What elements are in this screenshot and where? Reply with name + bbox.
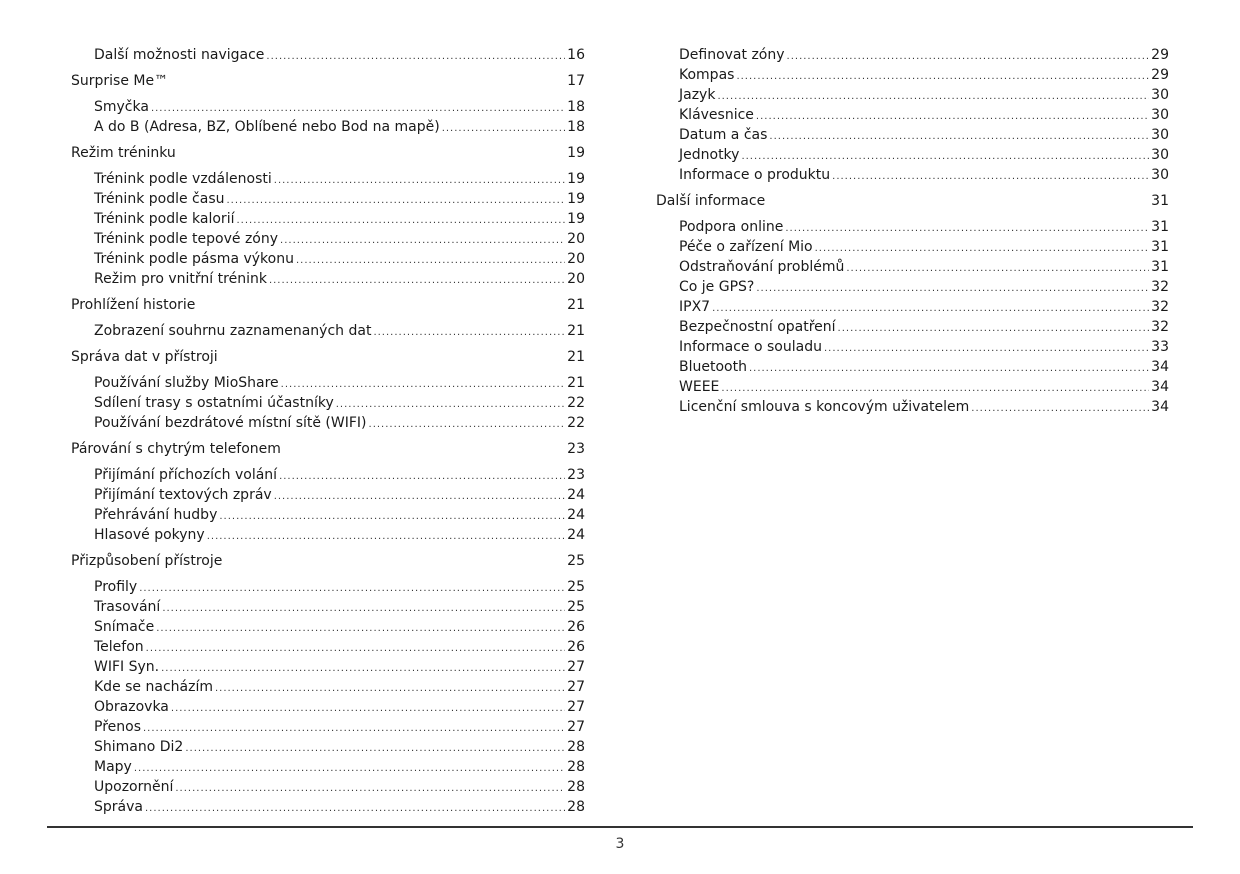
toc-entry-title: Klávesnice [679, 107, 754, 123]
toc-entry-title: Správa [94, 799, 143, 815]
toc-entry[interactable] [71, 485, 585, 505]
toc-entry-page: 25 [567, 553, 585, 569]
toc-entry[interactable] [656, 65, 1169, 85]
toc-entry[interactable] [656, 357, 1169, 377]
toc-dot-leader [215, 679, 565, 699]
toc-dot-leader [756, 279, 1149, 299]
toc-entry-title: Bluetooth [679, 359, 747, 375]
toc-entry-page: 23 [567, 441, 585, 457]
toc-entry-page: 30 [1151, 107, 1169, 123]
toc-entry-page: 21 [567, 297, 585, 313]
toc-entry[interactable] [71, 577, 585, 597]
toc-entry-title: Zobrazení souhrnu zaznamenaných dat [94, 323, 372, 339]
toc-dot-leader [274, 171, 565, 191]
toc-entry-title: Trénink podle času [94, 191, 225, 207]
toc-dot-leader [369, 415, 566, 435]
toc-entry-page: 17 [567, 73, 585, 89]
toc-section-entry[interactable] [656, 191, 1169, 211]
toc-entry-title: Správa dat v přístroji [71, 349, 218, 365]
toc-entry[interactable] [71, 269, 585, 289]
toc-entry-title: Podpora online [679, 219, 784, 235]
toc-dot-leader [274, 487, 565, 507]
toc-entry[interactable] [71, 321, 585, 341]
toc-entry-page: 25 [567, 599, 585, 615]
toc-entry-page: 26 [567, 639, 585, 655]
toc-entry[interactable] [656, 397, 1169, 417]
toc-dot-leader [846, 259, 1149, 279]
toc-entry[interactable] [656, 337, 1169, 357]
toc-entry-page: 31 [1151, 259, 1169, 275]
toc-entry-page: 30 [1151, 147, 1169, 163]
toc-entry-title: Používání služby MioShare [94, 375, 279, 391]
toc-entry-page: 19 [567, 145, 585, 161]
toc-entry-title: Režim pro vnitřní trénink [94, 271, 267, 287]
toc-dot-leader [156, 619, 565, 639]
toc-entry-page: 28 [567, 779, 585, 795]
toc-entry[interactable] [71, 505, 585, 525]
toc-entry-page: 32 [1151, 299, 1169, 315]
toc-entry-page: 20 [567, 271, 585, 287]
toc-entry-title: Telefon [94, 639, 144, 655]
toc-entry[interactable] [71, 597, 585, 617]
toc-entry[interactable] [71, 677, 585, 697]
toc-entry-page: 27 [567, 679, 585, 695]
toc-entry[interactable] [71, 757, 585, 777]
toc-entry-title: Definovat zóny [679, 47, 785, 63]
toc-entry[interactable] [71, 189, 585, 209]
toc-entry-page: 30 [1151, 87, 1169, 103]
toc-entry-title: Hlasové pokyny [94, 527, 205, 543]
toc-entry-title: Datum a čas [679, 127, 768, 143]
toc-dot-leader [145, 799, 565, 819]
toc-section-entry[interactable] [71, 551, 585, 571]
toc-dot-leader [838, 319, 1150, 339]
toc-dot-leader [785, 219, 1149, 239]
toc-entry[interactable] [656, 217, 1169, 237]
toc-entry-page: 31 [1151, 219, 1169, 235]
toc-entry-page: 19 [567, 211, 585, 227]
toc-dot-leader [143, 719, 565, 739]
toc-entry[interactable] [656, 85, 1169, 105]
toc-entry-page: 31 [1151, 193, 1169, 209]
toc-section-entry[interactable] [71, 347, 585, 367]
toc-list-left [71, 45, 585, 817]
toc-dot-leader [336, 395, 565, 415]
toc-dot-leader [721, 379, 1149, 399]
toc-entry-page: 32 [1151, 279, 1169, 295]
toc-entry-page: 28 [567, 759, 585, 775]
toc-dot-leader [824, 339, 1149, 359]
toc-entry-title: Prohlížení historie [71, 297, 196, 313]
toc-entry-page: 19 [567, 191, 585, 207]
toc-entry-title: Párování s chytrým telefonem [71, 441, 281, 457]
toc-entry[interactable] [71, 697, 585, 717]
toc-column-left [71, 45, 585, 817]
toc-entry[interactable] [656, 45, 1169, 65]
toc-entry[interactable] [71, 229, 585, 249]
toc-dot-leader [151, 99, 565, 119]
toc-list-right [656, 45, 1169, 417]
toc-entry-title: Trénink podle kalorií [94, 211, 235, 227]
toc-entry[interactable] [71, 97, 585, 117]
toc-entry-title: Odstraňování problémů [679, 259, 845, 275]
toc-entry-page: 18 [567, 99, 585, 115]
toc-entry-title: IPX7 [679, 299, 711, 315]
toc-entry-page: 29 [1151, 67, 1169, 83]
toc-entry[interactable] [71, 657, 585, 677]
toc-dot-leader [171, 699, 565, 719]
toc-dot-leader [134, 759, 565, 779]
toc-entry-title: Přenos [94, 719, 141, 735]
toc-entry-page: 22 [567, 395, 585, 411]
toc-entry[interactable] [71, 637, 585, 657]
toc-entry-page: 24 [567, 487, 585, 503]
toc-entry-page: 32 [1151, 319, 1169, 335]
toc-entry-title: Shimano Di2 [94, 739, 184, 755]
toc-entry-page: 29 [1151, 47, 1169, 63]
toc-entry[interactable] [656, 145, 1169, 165]
toc-entry[interactable] [656, 277, 1169, 297]
toc-entry-page: 20 [567, 251, 585, 267]
toc-entry-page: 24 [567, 507, 585, 523]
toc-entry[interactable] [656, 165, 1169, 185]
toc-entry-title: Jednotky [679, 147, 740, 163]
toc-dot-leader [219, 507, 565, 527]
toc-entry-title: Přizpůsobení přístroje [71, 553, 223, 569]
toc-dot-leader [281, 375, 566, 395]
toc-dot-leader [161, 659, 565, 679]
toc-dot-leader [185, 739, 565, 759]
toc-dot-leader [442, 119, 565, 139]
toc-entry-title: Mapy [94, 759, 132, 775]
toc-entry-title: Upozornění [94, 779, 174, 795]
toc-entry[interactable] [656, 257, 1169, 277]
toc-dot-leader [736, 67, 1149, 87]
toc-dot-leader [139, 579, 565, 599]
toc-entry[interactable] [71, 525, 585, 545]
toc-entry-title: Obrazovka [94, 699, 169, 715]
toc-dot-leader [971, 399, 1149, 419]
toc-dot-leader [741, 147, 1149, 167]
toc-entry-title: A do B (Adresa, BZ, Oblíbené nebo Bod na mapě) [94, 119, 440, 135]
toc-dot-leader [373, 323, 565, 343]
toc-entry-page: 34 [1151, 379, 1169, 395]
toc-dot-leader [769, 127, 1149, 147]
toc-entry-title: Trénink podle pásma výkonu [94, 251, 294, 267]
toc-entry-title: Kde se nacházím [94, 679, 213, 695]
toc-entry[interactable] [71, 717, 585, 737]
toc-section-entry[interactable] [71, 71, 585, 91]
toc-entry-title: Přijímání příchozích volání [94, 467, 278, 483]
toc-entry-page: 24 [567, 527, 585, 543]
toc-entry-title: Používání bezdrátové místní sítě (WIFI) [94, 415, 367, 431]
toc-section-entry[interactable] [71, 439, 585, 459]
page-number: 3 [615, 836, 625, 852]
toc-entry-page: 30 [1151, 127, 1169, 143]
toc-entry-title: Trénink podle tepové zóny [94, 231, 279, 247]
toc-entry-page: 26 [567, 619, 585, 635]
toc-dot-leader [712, 299, 1149, 319]
toc-entry[interactable] [656, 377, 1169, 397]
toc-entry-title: WIFI Syn. [94, 659, 160, 675]
toc-entry-page: 28 [567, 799, 585, 815]
toc-dot-leader [207, 527, 565, 547]
toc-entry-page: 28 [567, 739, 585, 755]
toc-entry-title: Sdílení trasy s ostatními účastníky [94, 395, 334, 411]
toc-entry-page: 16 [567, 47, 585, 63]
toc-dot-leader [162, 599, 565, 619]
toc-entry-page: 21 [567, 323, 585, 339]
toc-entry-page: 30 [1151, 167, 1169, 183]
toc-dot-leader [717, 87, 1149, 107]
toc-dot-leader [756, 107, 1149, 127]
toc-entry[interactable] [656, 317, 1169, 337]
toc-section-entry[interactable] [71, 143, 585, 163]
toc-entry[interactable] [71, 617, 585, 637]
toc-entry-page: 23 [567, 467, 585, 483]
toc-entry[interactable] [656, 297, 1169, 317]
toc-entry-page: 34 [1151, 359, 1169, 375]
toc-entry[interactable] [71, 393, 585, 413]
toc-entry[interactable] [71, 169, 585, 189]
toc-dot-leader [175, 779, 565, 799]
toc-entry-page: 20 [567, 231, 585, 247]
toc-entry-title: Jazyk [679, 87, 716, 103]
toc-entry-title: Snímače [94, 619, 155, 635]
toc-entry[interactable] [71, 209, 585, 229]
toc-entry[interactable] [71, 373, 585, 393]
toc-entry-page: 27 [567, 699, 585, 715]
toc-entry[interactable] [71, 249, 585, 269]
toc-column-right [656, 45, 1169, 417]
toc-entry-title: Kompas [679, 67, 735, 83]
toc-entry-title: Další možnosti navigace [94, 47, 265, 63]
toc-entry-title: Informace o souladu [679, 339, 822, 355]
toc-entry-page: 31 [1151, 239, 1169, 255]
toc-dot-leader [787, 47, 1150, 67]
toc-entry[interactable] [71, 797, 585, 817]
toc-entry-title: Trénink podle vzdálenosti [94, 171, 272, 187]
toc-entry[interactable] [71, 777, 585, 797]
toc-entry[interactable] [71, 117, 585, 137]
toc-dot-leader [749, 359, 1149, 379]
toc-entry[interactable] [656, 125, 1169, 145]
toc-entry-title: Informace o produktu [679, 167, 831, 183]
toc-dot-leader [815, 239, 1150, 259]
toc-entry-page: 21 [567, 375, 585, 391]
toc-entry-title: WEEE [679, 379, 720, 395]
toc-dot-leader [269, 271, 565, 291]
toc-entry-title: Přijímání textových zpráv [94, 487, 272, 503]
toc-entry-title: Co je GPS? [679, 279, 755, 295]
toc-entry-title: Další informace [656, 193, 766, 209]
toc-dot-leader [280, 231, 565, 251]
toc-entry-page: 22 [567, 415, 585, 431]
toc-entry-title: Profily [94, 579, 138, 595]
toc-entry-title: Přehrávání hudby [94, 507, 218, 523]
toc-entry-page: 25 [567, 579, 585, 595]
toc-entry-title: Licenční smlouva s koncovým uživatelem [679, 399, 970, 415]
toc-entry[interactable] [71, 413, 585, 433]
toc-entry[interactable] [656, 237, 1169, 257]
toc-dot-leader [266, 47, 565, 67]
toc-entry-title: Bezpečnostní opatření [679, 319, 836, 335]
toc-entry[interactable] [71, 45, 585, 65]
toc-entry[interactable] [71, 465, 585, 485]
toc-entry-title: Péče o zařízení Mio [679, 239, 813, 255]
toc-entry[interactable] [656, 105, 1169, 125]
toc-dot-leader [226, 191, 565, 211]
toc-entry-page: 19 [567, 171, 585, 187]
toc-section-entry[interactable] [71, 295, 585, 315]
toc-dot-leader [279, 467, 565, 487]
toc-entry-page: 34 [1151, 399, 1169, 415]
toc-entry-page: 27 [567, 719, 585, 735]
toc-entry-title: Trasování [94, 599, 161, 615]
toc-dot-leader [146, 639, 566, 659]
toc-entry-title: Režim tréninku [71, 145, 176, 161]
toc-dot-leader [832, 167, 1149, 187]
toc-dot-leader [296, 251, 565, 271]
toc-entry-page: 21 [567, 349, 585, 365]
toc-entry-page: 18 [567, 119, 585, 135]
toc-entry-title: Smyčka [94, 99, 149, 115]
toc-entry-page: 33 [1151, 339, 1169, 355]
toc-dot-leader [236, 211, 565, 231]
toc-entry-page: 27 [567, 659, 585, 675]
footer-divider [47, 826, 1193, 828]
toc-entry-title: Surprise Me™ [71, 73, 169, 89]
toc-entry[interactable] [71, 737, 585, 757]
